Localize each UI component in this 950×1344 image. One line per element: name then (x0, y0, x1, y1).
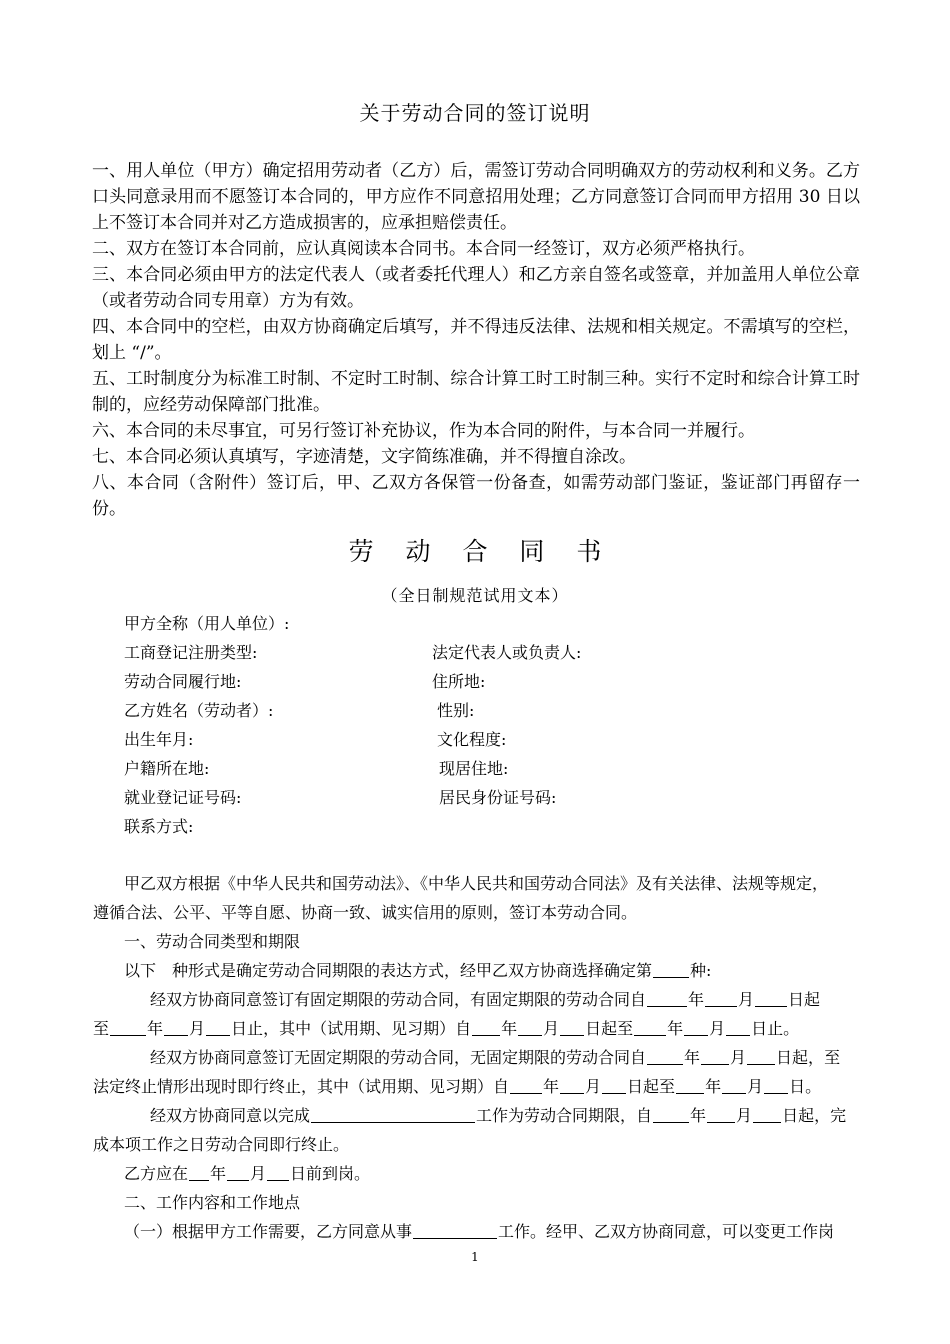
fixed-term-line: 经双方协商同意签订有固定期限的劳动合同，有固定期限的劳动合同自 年 月 日起 (150, 990, 821, 1009)
instruction-item: 三、本合同必须由甲方的法定代表人（或者委托代理人）和乙方亲自签名或签章，并加盖用人单位公章（或者劳动合同专用章）方为有效。 (92, 265, 860, 311)
blank-day[interactable] (602, 1077, 626, 1094)
section-heading: 一、劳动合同类型和期限 (124, 932, 301, 951)
blank-year[interactable] (653, 1106, 689, 1123)
start-date-line: 乙方应在 年 月 日前到岗。 (124, 1164, 371, 1183)
blank-month[interactable] (684, 1019, 708, 1036)
instruction-item: 五、工时制度分为标准工时制、不定时工时制、综合计算工时工时制三种。实行不定时和综合计算工时制的，应经劳动保障部门批准。 (92, 369, 860, 415)
blank-year[interactable] (189, 1164, 209, 1181)
blank-month[interactable] (705, 990, 737, 1007)
blank-month[interactable] (722, 1077, 746, 1094)
field-contact: 联系方式: (124, 817, 194, 836)
task-term-line: 成本项工作之日劳动合同即行终止。 (93, 1135, 350, 1154)
term-choice-blank[interactable] (653, 961, 689, 978)
field-education: 文化程度: (437, 730, 507, 749)
instruction-item: 二、双方在签订本合同前，应认真阅读本合同书。本合同一经签订，双方必须严格执行。 (92, 239, 755, 259)
blank-year[interactable] (634, 1019, 666, 1036)
field-employer-name: 甲方全称（用人单位）: (124, 614, 290, 633)
field-registration-type: 工商登记注册类型: (124, 643, 258, 662)
blank-month[interactable] (518, 1019, 542, 1036)
page-number: 1 (471, 1250, 479, 1264)
field-address: 住所地: (432, 672, 486, 691)
blank-month[interactable] (701, 1048, 729, 1065)
blank-year[interactable] (647, 990, 687, 1007)
field-work-location: 劳动合同履行地: (124, 672, 242, 691)
field-hukou: 户籍所在地: (124, 759, 210, 778)
instruction-item: 八、本合同（含附件）签订后，甲、乙双方各保管一份备查，如需劳动部门鉴证，鉴证部门再留存一份。 (92, 473, 860, 519)
open-term-line: 法定终止情形出现时即行终止，其中（试用期、见习期）自 年 月 日起至 年 月 日。 (93, 1077, 822, 1096)
blank-day[interactable] (755, 990, 787, 1007)
task-term-line: 经双方协商同意以完成 工作为劳动合同期限，自 年 月 日起，完 (150, 1106, 847, 1125)
blank-day[interactable] (747, 1048, 775, 1065)
blank-day[interactable] (753, 1106, 781, 1123)
blank-month[interactable] (227, 1164, 249, 1181)
field-birth: 出生年月: (124, 730, 194, 749)
field-employment-reg: 就业登记证号码: (124, 788, 242, 807)
contract-title: 劳 动 合 同 书 (348, 537, 614, 566)
instruction-item: 六、本合同的未尽事宜，可另行签订补充协议，作为本合同的附件，与本合同一并履行。 (92, 421, 755, 441)
blank-year[interactable] (647, 1048, 683, 1065)
section-heading: 二、工作内容和工作地点 (124, 1193, 301, 1212)
blank-day[interactable] (560, 1019, 584, 1036)
fixed-term-line: 至 年 月 日止，其中（试用期、见习期）自 年 月 日起至 年 月 日止。 (93, 1019, 800, 1038)
blank-day[interactable] (726, 1019, 750, 1036)
blank-year[interactable] (676, 1077, 704, 1094)
blank-day[interactable] (764, 1077, 788, 1094)
instruction-item: 七、本合同必须认真填写，字迹清楚，文字简练准确，并不得擅自涂改。 (92, 447, 636, 467)
preamble-line: 遵循合法、公平、平等自愿、协商一致、诚实信用的原则，签订本劳动合同。 (93, 903, 638, 922)
blank-task[interactable] (311, 1106, 475, 1123)
instruction-item: 一、用人单位（甲方）确定招用劳动者（乙方）后，需签订劳动合同明确双方的劳动权利和义务。乙方口头同意录用而不愿签订本合同的，甲方应作不同意招用处理；乙方同意签订合同而甲方招用 30 日以上不签订本合同并对乙方造成损害的，应承担赔偿责任。 (92, 161, 860, 233)
open-term-line: 经双方协商同意签订无固定期限的劳动合同，无固定期限的劳动合同自 年 月 日起，至 (150, 1048, 841, 1067)
blank-year[interactable] (510, 1077, 542, 1094)
job-line: （一）根据甲方工作需要，乙方同意从事 工作。经甲、乙双方协商同意，可以变更工作岗 (124, 1222, 835, 1241)
term-choice-line: 以下 种形式是确定劳动合同期限的表达方式，经甲乙双方协商选择确定第 种: (124, 961, 712, 980)
blank-month[interactable] (707, 1106, 735, 1123)
field-employee-name: 乙方姓名（劳动者）: (124, 701, 274, 720)
field-legal-rep: 法定代表人或负责人: (432, 643, 582, 662)
field-residence: 现居住地: (439, 759, 509, 778)
blank-month[interactable] (164, 1019, 188, 1036)
contract-subtitle: （全日制规范试用文本） (381, 586, 569, 605)
instructions-title: 关于劳动合同的签订说明 (359, 101, 591, 125)
blank-job[interactable] (413, 1222, 497, 1239)
blank-month[interactable] (560, 1077, 584, 1094)
field-id-number: 居民身份证号码: (439, 788, 557, 807)
field-gender: 性别: (437, 701, 475, 720)
blank-year[interactable] (110, 1019, 146, 1036)
blank-day[interactable] (267, 1164, 289, 1181)
instructions-list (92, 158, 860, 522)
blank-year[interactable] (472, 1019, 500, 1036)
blank-day[interactable] (206, 1019, 230, 1036)
instruction-item: 四、本合同中的空栏，由双方协商确定后填写，并不得违反法律、法规和相关规定。不需填写的空栏，划上 “/”。 (92, 317, 860, 363)
preamble-line: 甲乙双方根据《中华人民共和国劳动法》、《中华人民共和国劳动合同法》及有关法律、法规等规定， (124, 874, 829, 893)
